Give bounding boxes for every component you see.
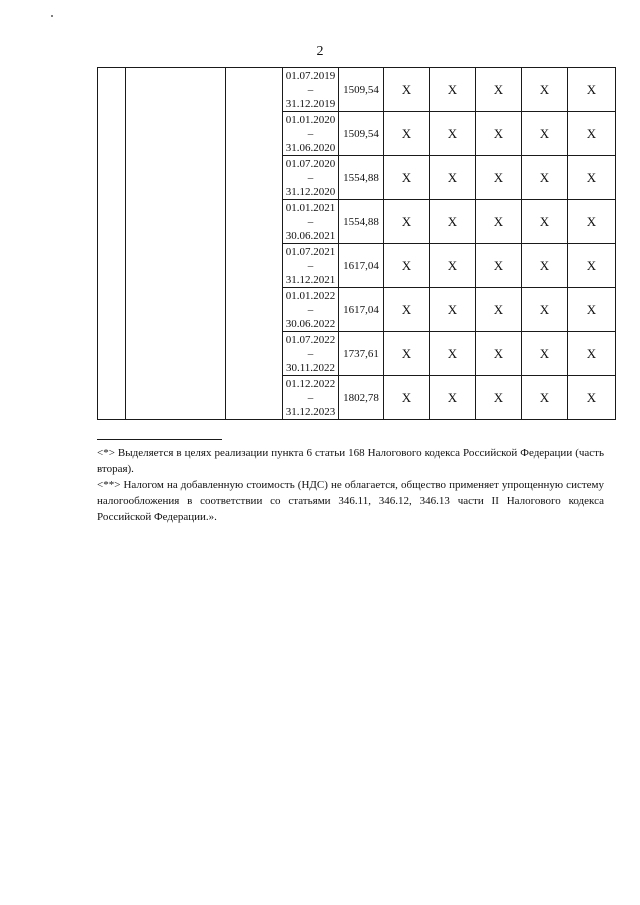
mark-cell: X	[430, 244, 476, 288]
mark-cell: X	[522, 200, 568, 244]
mark-cell: X	[476, 244, 522, 288]
period-cell	[283, 68, 339, 112]
mark-cell: X	[384, 68, 430, 112]
period-end: 31.12.2020	[285, 185, 336, 198]
period-end: 30.06.2021	[285, 229, 336, 242]
empty-merged-cell	[126, 68, 226, 420]
mark-cell: X	[568, 332, 616, 376]
period-start: 01.01.2022	[285, 289, 336, 302]
price-cell: 1617,04	[339, 244, 384, 288]
period-dash: –	[307, 391, 314, 404]
period-dash: –	[307, 303, 314, 316]
period-dash: –	[307, 259, 314, 272]
period-dash: –	[307, 83, 314, 96]
price-cell: 1802,78	[339, 376, 384, 420]
mark-cell: X	[568, 68, 616, 112]
period-end: 31.12.2023	[285, 405, 336, 418]
mark-cell: X	[568, 156, 616, 200]
mark-cell: X	[476, 68, 522, 112]
period-end: 31.12.2021	[285, 273, 336, 286]
mark-cell: X	[384, 376, 430, 420]
mark-cell: X	[568, 244, 616, 288]
price-cell: 1554,88	[339, 156, 384, 200]
mark-cell: X	[476, 156, 522, 200]
footnotes	[97, 445, 604, 525]
mark-cell: X	[568, 376, 616, 420]
table-body	[98, 68, 616, 420]
period-dash: –	[307, 127, 314, 140]
period-end: 30.11.2022	[285, 361, 336, 374]
mark-cell: X	[522, 112, 568, 156]
mark-cell: X	[430, 376, 476, 420]
mark-cell: X	[384, 244, 430, 288]
mark-cell: X	[476, 288, 522, 332]
period-start: 01.07.2020	[285, 157, 336, 170]
tariff-table	[97, 67, 616, 420]
period-dash: –	[307, 215, 314, 228]
mark-cell: X	[522, 68, 568, 112]
mark-cell: X	[476, 332, 522, 376]
period-end: 31.12.2019	[285, 97, 336, 110]
price-cell: 1617,04	[339, 288, 384, 332]
mark-cell: X	[384, 200, 430, 244]
mark-cell: X	[522, 332, 568, 376]
period-cell	[283, 376, 339, 420]
mark-cell: X	[522, 288, 568, 332]
price-cell: 1509,54	[339, 112, 384, 156]
mark-cell: X	[430, 68, 476, 112]
mark-cell: X	[430, 112, 476, 156]
mark-cell: X	[568, 288, 616, 332]
period-start: 01.01.2020	[285, 113, 336, 126]
mark-cell: X	[384, 332, 430, 376]
mark-cell: X	[384, 288, 430, 332]
empty-merged-cell	[226, 68, 283, 420]
mark-cell: X	[476, 112, 522, 156]
mark-cell: X	[568, 112, 616, 156]
period-end: 30.06.2022	[285, 317, 336, 330]
mark-cell: X	[522, 244, 568, 288]
period-cell	[283, 244, 339, 288]
mark-cell: X	[430, 332, 476, 376]
mark-cell: X	[476, 200, 522, 244]
period-cell	[283, 332, 339, 376]
period-dash: –	[307, 171, 314, 184]
footnote-vat-exempt: <**> Налогом на добавленную стоимость (НДС) не облагается, общество применяет упрощенную систему налогообложения в соответствии со статьями 346.11, 346.12, 346.13 части II Налогового кодекса Российской Федерации.».	[97, 479, 604, 523]
price-cell: 1509,54	[339, 68, 384, 112]
mark-cell: X	[476, 376, 522, 420]
price-cell: 1554,88	[339, 200, 384, 244]
empty-merged-cell	[98, 68, 126, 420]
period-start: 01.01.2021	[285, 201, 336, 214]
period-start: 01.12.2022	[285, 377, 336, 390]
period-cell	[283, 288, 339, 332]
period-dash: –	[307, 347, 314, 360]
scan-speck	[51, 15, 53, 17]
period-start: 01.07.2022	[285, 333, 336, 346]
mark-cell: X	[522, 376, 568, 420]
mark-cell: X	[384, 156, 430, 200]
mark-cell: X	[430, 200, 476, 244]
period-cell	[283, 156, 339, 200]
mark-cell: X	[430, 156, 476, 200]
mark-cell: X	[522, 156, 568, 200]
period-start: 01.07.2019	[285, 69, 336, 82]
period-start: 01.07.2021	[285, 245, 336, 258]
period-cell	[283, 112, 339, 156]
table-row	[98, 68, 616, 112]
period-end: 31.06.2020	[285, 141, 336, 154]
mark-cell: X	[568, 200, 616, 244]
period-cell	[283, 200, 339, 244]
footnote-divider	[97, 439, 222, 440]
mark-cell: X	[430, 288, 476, 332]
page-number: 2	[316, 44, 324, 59]
price-cell: 1737,61	[339, 332, 384, 376]
mark-cell: X	[384, 112, 430, 156]
footnote-vat-allocation: <*> Выделяется в целях реализации пункта 6 статьи 168 Налогового кодекса Российской Федерации (часть вторая).	[97, 447, 604, 475]
